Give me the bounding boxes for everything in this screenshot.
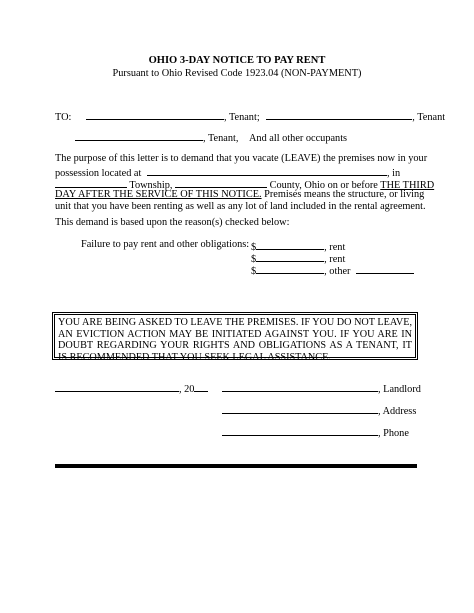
phone-line: [222, 425, 409, 439]
dollar-sign: $: [251, 254, 257, 265]
landlord-label: , Landlord: [378, 384, 421, 395]
to-line-1: [55, 109, 445, 123]
address-label: , Address: [378, 406, 417, 417]
landlord-line: [222, 381, 421, 395]
landlord-address-field[interactable]: [222, 403, 378, 414]
rent-amount-field-1[interactable]: [256, 239, 324, 250]
other-label: , other: [324, 266, 351, 277]
date-field[interactable]: [55, 381, 179, 392]
eviction-warning-box: YOU ARE BEING ASKED TO LEAVE THE PREMISES. IF YOU DO NOT LEAVE, AN EVICTION ACTION MAY BE INITIATED AGAINST YOU. IF YOU ARE IN DOUBT REGARDING YOUR RIGHTS AND OBLIGATIONS AS A TENANT, IT IS RECOMMENDED THAT YOU SEEK LEGAL ASSISTANCE.: [54, 314, 416, 358]
failure-to-pay-label: Failure to pay rent and other obligations:: [81, 239, 250, 250]
township-label: Township,: [129, 180, 173, 191]
dollar-sign: $: [251, 242, 257, 253]
premises-address-field[interactable]: [147, 165, 387, 176]
purpose-line-5: unit that you have been renting as well as any lot of land included in the rental agreement.: [55, 201, 426, 212]
tenant-suffix-3: , Tenant,: [203, 133, 239, 144]
date-line: [55, 381, 208, 395]
phone-label: , Phone: [378, 428, 409, 439]
rent-label-2: , rent: [324, 254, 346, 265]
landlord-phone-field[interactable]: [222, 425, 378, 436]
tenant-name-field-1[interactable]: [86, 109, 224, 120]
rent-amount-field-2[interactable]: [256, 251, 324, 262]
to-label: TO:: [55, 112, 72, 123]
tenant-suffix-1: , Tenant;: [223, 112, 260, 123]
other-description-field[interactable]: [356, 263, 414, 274]
county-field[interactable]: [175, 177, 267, 188]
tenant-name-field-3[interactable]: [75, 130, 203, 141]
tenant-suffix-2: , Tenant: [412, 112, 446, 123]
purpose-line-1: The purpose of this letter is to demand that you vacate (LEAVE) the premises now in your: [55, 153, 428, 164]
rent-label-1: , rent: [324, 242, 346, 253]
possession-label: possession located at: [55, 168, 142, 179]
document-subtitle: Pursuant to Ohio Revised Code 1923.04 (NON-PAYMENT): [112, 68, 362, 79]
year-field[interactable]: [194, 381, 208, 392]
other-occupants-label: And all other occupants: [248, 133, 348, 144]
bottom-divider: [55, 464, 417, 468]
premises-definition-start: Premises means the structure, or living: [264, 189, 425, 200]
to-line-2: [75, 130, 347, 144]
address-line: [222, 403, 416, 417]
reasons-intro: This demand is based upon the reason(s) checked below:: [55, 217, 290, 228]
dollar-sign: $: [251, 266, 257, 277]
township-field[interactable]: [55, 177, 127, 188]
tenant-name-field-2[interactable]: [266, 109, 412, 120]
year-prefix: , 20: [179, 384, 195, 395]
purpose-line-4: [55, 189, 424, 200]
deadline-text-1: THE THIRD: [380, 180, 435, 191]
county-label: County, Ohio on or before: [269, 180, 378, 191]
in-label: , in: [386, 168, 401, 179]
other-amount-row: [251, 263, 414, 277]
landlord-signature-field[interactable]: [222, 381, 378, 392]
other-amount-field[interactable]: [256, 263, 324, 274]
document-title: OHIO 3-DAY NOTICE TO PAY RENT: [148, 55, 326, 66]
deadline-text-2: DAY AFTER THE SERVICE OF THIS NOTICE.: [55, 189, 262, 200]
